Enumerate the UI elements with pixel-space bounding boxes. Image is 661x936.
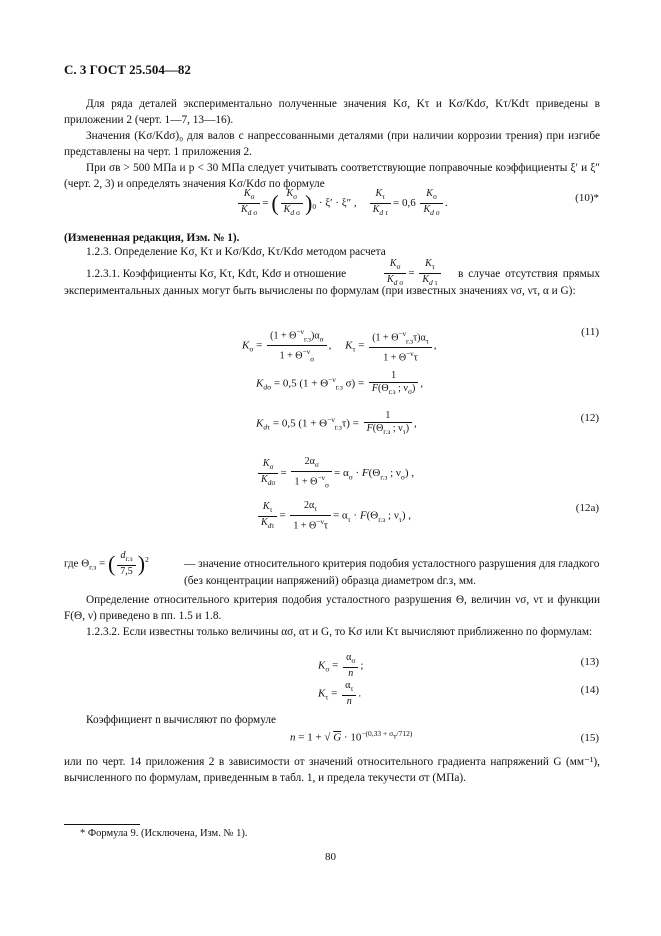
formula-10: $\frac{K_\sigma}{K_{d \sigma}}$ = ( $\frac{K_\sigma}{K_{d \sigma}}$ )$_0 \cdot \xi' \cdot \xi''$ , $\frac{K_\tau}{K_{d \tau}}$ = 0,6 $\frac{K_\sigma}{K_{d \sigma}}$ . bbox=[236, 188, 448, 219]
footnote: * Формула 9. (Исключена, Изм. № 1). bbox=[80, 828, 248, 839]
page-number: 80 bbox=[325, 851, 336, 863]
page-header: С. 3 ГОСТ 25.504—82 bbox=[64, 62, 191, 77]
formula-12-number: (12) bbox=[580, 412, 599, 424]
paragraph-experimental-values: Для ряда деталей экспериментально полученные значения Kσ, Kτ и Kσ/Kdσ, Kτ/Kdτ приведены в приложении 2 (черт. 1—7, 13—16). bbox=[64, 98, 600, 126]
paragraph-definition-reference: Определение относительного критерия подобия усталостного разрушения Θ, величин νσ, ντ и функции F(Θ, ν) приведено в пп. 1.5 и 1.8. bbox=[64, 594, 600, 622]
formula-15-number: (15) bbox=[580, 732, 599, 744]
formula-12a-tau: $\frac{K_\tau}{K_{d\tau}}$ = $\frac{2\alpha_\tau}{1 + \Theta^{-\nu}\tau}$ = $\alpha_\tau \cdot F(\Theta_{г.з}$ ; $\nu_\tau$) , bbox=[256, 500, 411, 532]
formula-12a-number: (12а) bbox=[575, 502, 599, 514]
formula-12-kds: $K_{d\sigma} = 0,5$ ($1 + \Theta^{-\nu}_{г.з}$ σ) = $\frac{1}{F(\Theta_{г.з} ; \nu_\sigma)}$ , bbox=[256, 370, 424, 396]
formula-13: $K_\sigma$ = $\frac{\alpha_\sigma}{n}$ ; bbox=[318, 652, 364, 679]
paragraph-pressed-shafts: Значения (Kσ/Kdσ)₀ для валов с напрессованными деталями (при наличии коррозии трения) при изгибе представлены на черт. 1 приложения 2. bbox=[64, 130, 600, 158]
footnote-divider bbox=[64, 824, 140, 825]
section-1-2-3-2: 1.2.3.2. Если известны только величины ασ, ατ и G, то Kσ или Kτ вычисляют приближенно по формулам: bbox=[86, 626, 593, 638]
section-1-2-3-1-start: 1.2.3.1. Коэффициенты Kσ, Kτ, Kdτ, Kdσ и отношение bbox=[86, 268, 347, 280]
paragraph-gradient: или по черт. 14 приложения 2 в зависимости от значений относительного градиента напряжений G (мм⁻¹), вычисленного по формулам, приведенным в табл. 1, и предела текучести σт (МПа). bbox=[64, 756, 600, 784]
formula-10-number: (10)* bbox=[575, 192, 599, 204]
formula-14-number: (14) bbox=[580, 684, 599, 696]
formula-11-number: (11) bbox=[581, 326, 599, 338]
section-1-2-3-1-rest: в случае отсутствия прямых экспериментальных данных могут быть вычислены по формулам (при известных значениях νσ, ντ, α и G): bbox=[64, 268, 600, 297]
formula-12a-sigma: $\frac{K_\sigma}{K_{d\sigma}}$ = $\frac{2\alpha_\sigma}{1 + \Theta^{-\nu}_\sigma}$ = $\alpha_\sigma \cdot F(\Theta_{г.з}$ ; $\nu_\sigma$) , bbox=[256, 456, 414, 491]
theta-description: — значение относительного критерия подобия усталостного разрушения для гладкого (без концентрации напряжений) образца диаметром dг.з, мм. bbox=[184, 558, 600, 587]
paragraph-coefficient-n: Коэффициент n вычисляют по формуле bbox=[86, 714, 277, 726]
section-1-2-3-title: 1.2.3. Определение Kσ, Kτ и Kσ/Kdσ, Kτ/Kdσ методом расчета bbox=[86, 246, 386, 258]
edition-note: (Измененная редакция, Изм. № 1). bbox=[64, 232, 240, 244]
formula-11: $K_\sigma$ = $\frac{(1 + \Theta^{-\nu}_{г.з})\alpha_\sigma}{1 + \Theta^{-\nu}_\sigma}$ , $K_\tau$ = $\frac{(1 + \Theta^{-\nu}_{г.з}\tau)\alpha_\tau}{1 + \Theta^{-\nu}\tau}$ , bbox=[242, 327, 437, 364]
formula-12-kdt: $K_{d\tau} = 0,5$ $(1 + \Theta^{-\nu}_{г.з}\tau)$ = $\frac{1}{F(\Theta_{г.з} ; \nu_\tau)}$ , bbox=[256, 410, 417, 436]
paragraph-correction-coefficients: При σв > 500 МПа и p < 30 МПа следует учитывать соответствующие поправочные коэффициенты ξ′ и ξ″ (черт. 2, 3) и определять значения Kσ/Kdσ по формуле bbox=[64, 162, 600, 190]
formula-14: $K_\tau$ = $\frac{\alpha_\tau}{n}$ . bbox=[318, 680, 362, 707]
formula-13-number: (13) bbox=[580, 656, 599, 668]
ratio-fraction: $\frac{K_\sigma}{K_{d \sigma}}$ = $\frac{K_\tau}{K_{d \tau}}$ bbox=[382, 258, 443, 289]
theta-definition: где $\Theta_{г.з}$ = ( $\frac{d_{г.з}}{7,5}$ )$^2$ bbox=[64, 550, 149, 577]
formula-15: n = 1 + √ $G \cdot 10^{-(0,33 + \sigma_т/712)}$ bbox=[290, 729, 413, 744]
